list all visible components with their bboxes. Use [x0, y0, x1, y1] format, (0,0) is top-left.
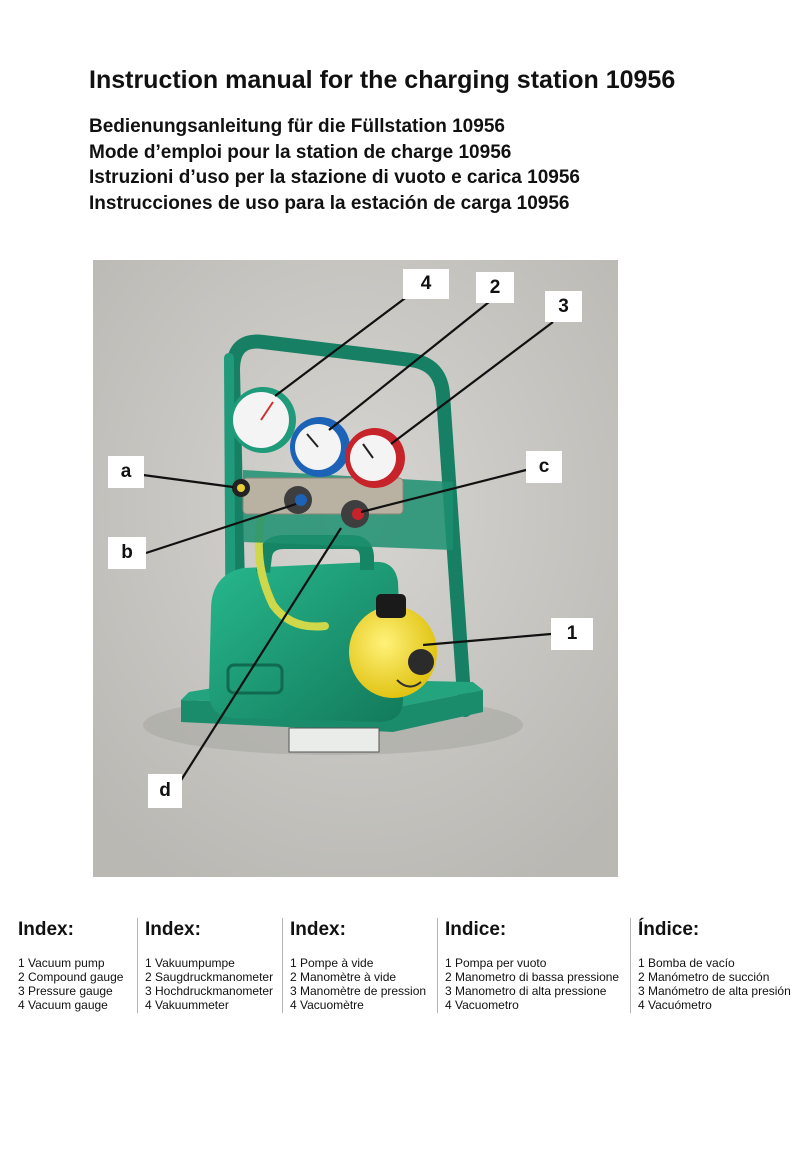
index-item: 2 Manómetro de succión: [638, 970, 770, 984]
index-item: 2 Manometro di bassa pressione: [445, 970, 620, 984]
callout-2: 2: [476, 272, 514, 303]
index-column-spanish: [630, 918, 806, 1013]
callout-b: b: [108, 537, 146, 569]
index-section: [0, 918, 808, 1018]
callout-c: c: [526, 451, 562, 483]
index-item: 4 Vacuomètre: [290, 998, 364, 1012]
index-item: 3 Manomètre de pression: [290, 984, 427, 998]
index-list: [18, 956, 136, 1012]
index-column-english: [18, 918, 136, 1013]
index-heading: Índice:: [638, 919, 700, 940]
callout-3: 3: [545, 291, 582, 322]
callout-d: d: [148, 774, 182, 808]
index-item: 3 Manometro di alta pressione: [445, 984, 607, 998]
index-item: 1 Vacuum pump: [18, 956, 105, 970]
subtitle-list: [89, 114, 580, 216]
document-title: Instruction manual for the charging station 10956: [89, 66, 676, 94]
product-photo: [93, 260, 618, 877]
motor-hub: [408, 649, 434, 675]
valve-c-cap: [352, 508, 364, 520]
valve-a-center: [237, 484, 245, 492]
subtitle-italian: Istruzioni d’uso per la stazione di vuoto e carica 10956: [89, 167, 580, 188]
index-item: 1 Bomba de vacío: [638, 956, 735, 970]
subtitle-german: Bedienungsanleitung für die Füllstation 10956: [89, 116, 505, 137]
index-item: 4 Vacuómetro: [638, 998, 712, 1012]
index-item: 1 Vakuumpumpe: [145, 956, 235, 970]
index-item: 2 Compound gauge: [18, 970, 124, 984]
valve-b-cap: [295, 494, 307, 506]
callout-4: 4: [403, 269, 449, 299]
index-list: [145, 956, 287, 1012]
index-list: [445, 956, 631, 1012]
index-item: 2 Saugdruckmanometer: [145, 970, 274, 984]
index-heading: Index:: [290, 919, 346, 940]
index-column-german: [137, 918, 287, 1013]
subtitle-french: Mode d’emploi pour la station de charge 10956: [89, 141, 512, 163]
index-heading: Index:: [145, 919, 201, 940]
index-item: 1 Pompa per vuoto: [445, 956, 547, 970]
index-item: 3 Hochdruckmanometer: [145, 984, 274, 998]
index-item: 4 Vakuummeter: [145, 998, 229, 1012]
index-item: 4 Vacuometro: [445, 998, 519, 1012]
motor-cap: [376, 594, 406, 618]
index-item: 3 Manómetro de alta presión: [638, 984, 791, 998]
subtitle-spanish: Instrucciones de uso para la estación de carga 10956: [89, 192, 570, 214]
index-item: 4 Vacuum gauge: [18, 998, 108, 1012]
index-list: [290, 956, 440, 1012]
index-list: [638, 956, 806, 1012]
index-column-french: [282, 918, 440, 1013]
index-heading: Index:: [18, 919, 74, 940]
callout-1: 1: [551, 618, 593, 650]
pump-label: [289, 728, 379, 752]
index-item: 2 Manomètre à vide: [290, 970, 397, 984]
index-column-italian: [437, 918, 631, 1013]
index-item: 1 Pompe à vide: [290, 956, 374, 970]
callout-a: a: [108, 456, 144, 488]
index-item: 3 Pressure gauge: [18, 984, 113, 998]
index-heading: Indice:: [445, 919, 507, 940]
